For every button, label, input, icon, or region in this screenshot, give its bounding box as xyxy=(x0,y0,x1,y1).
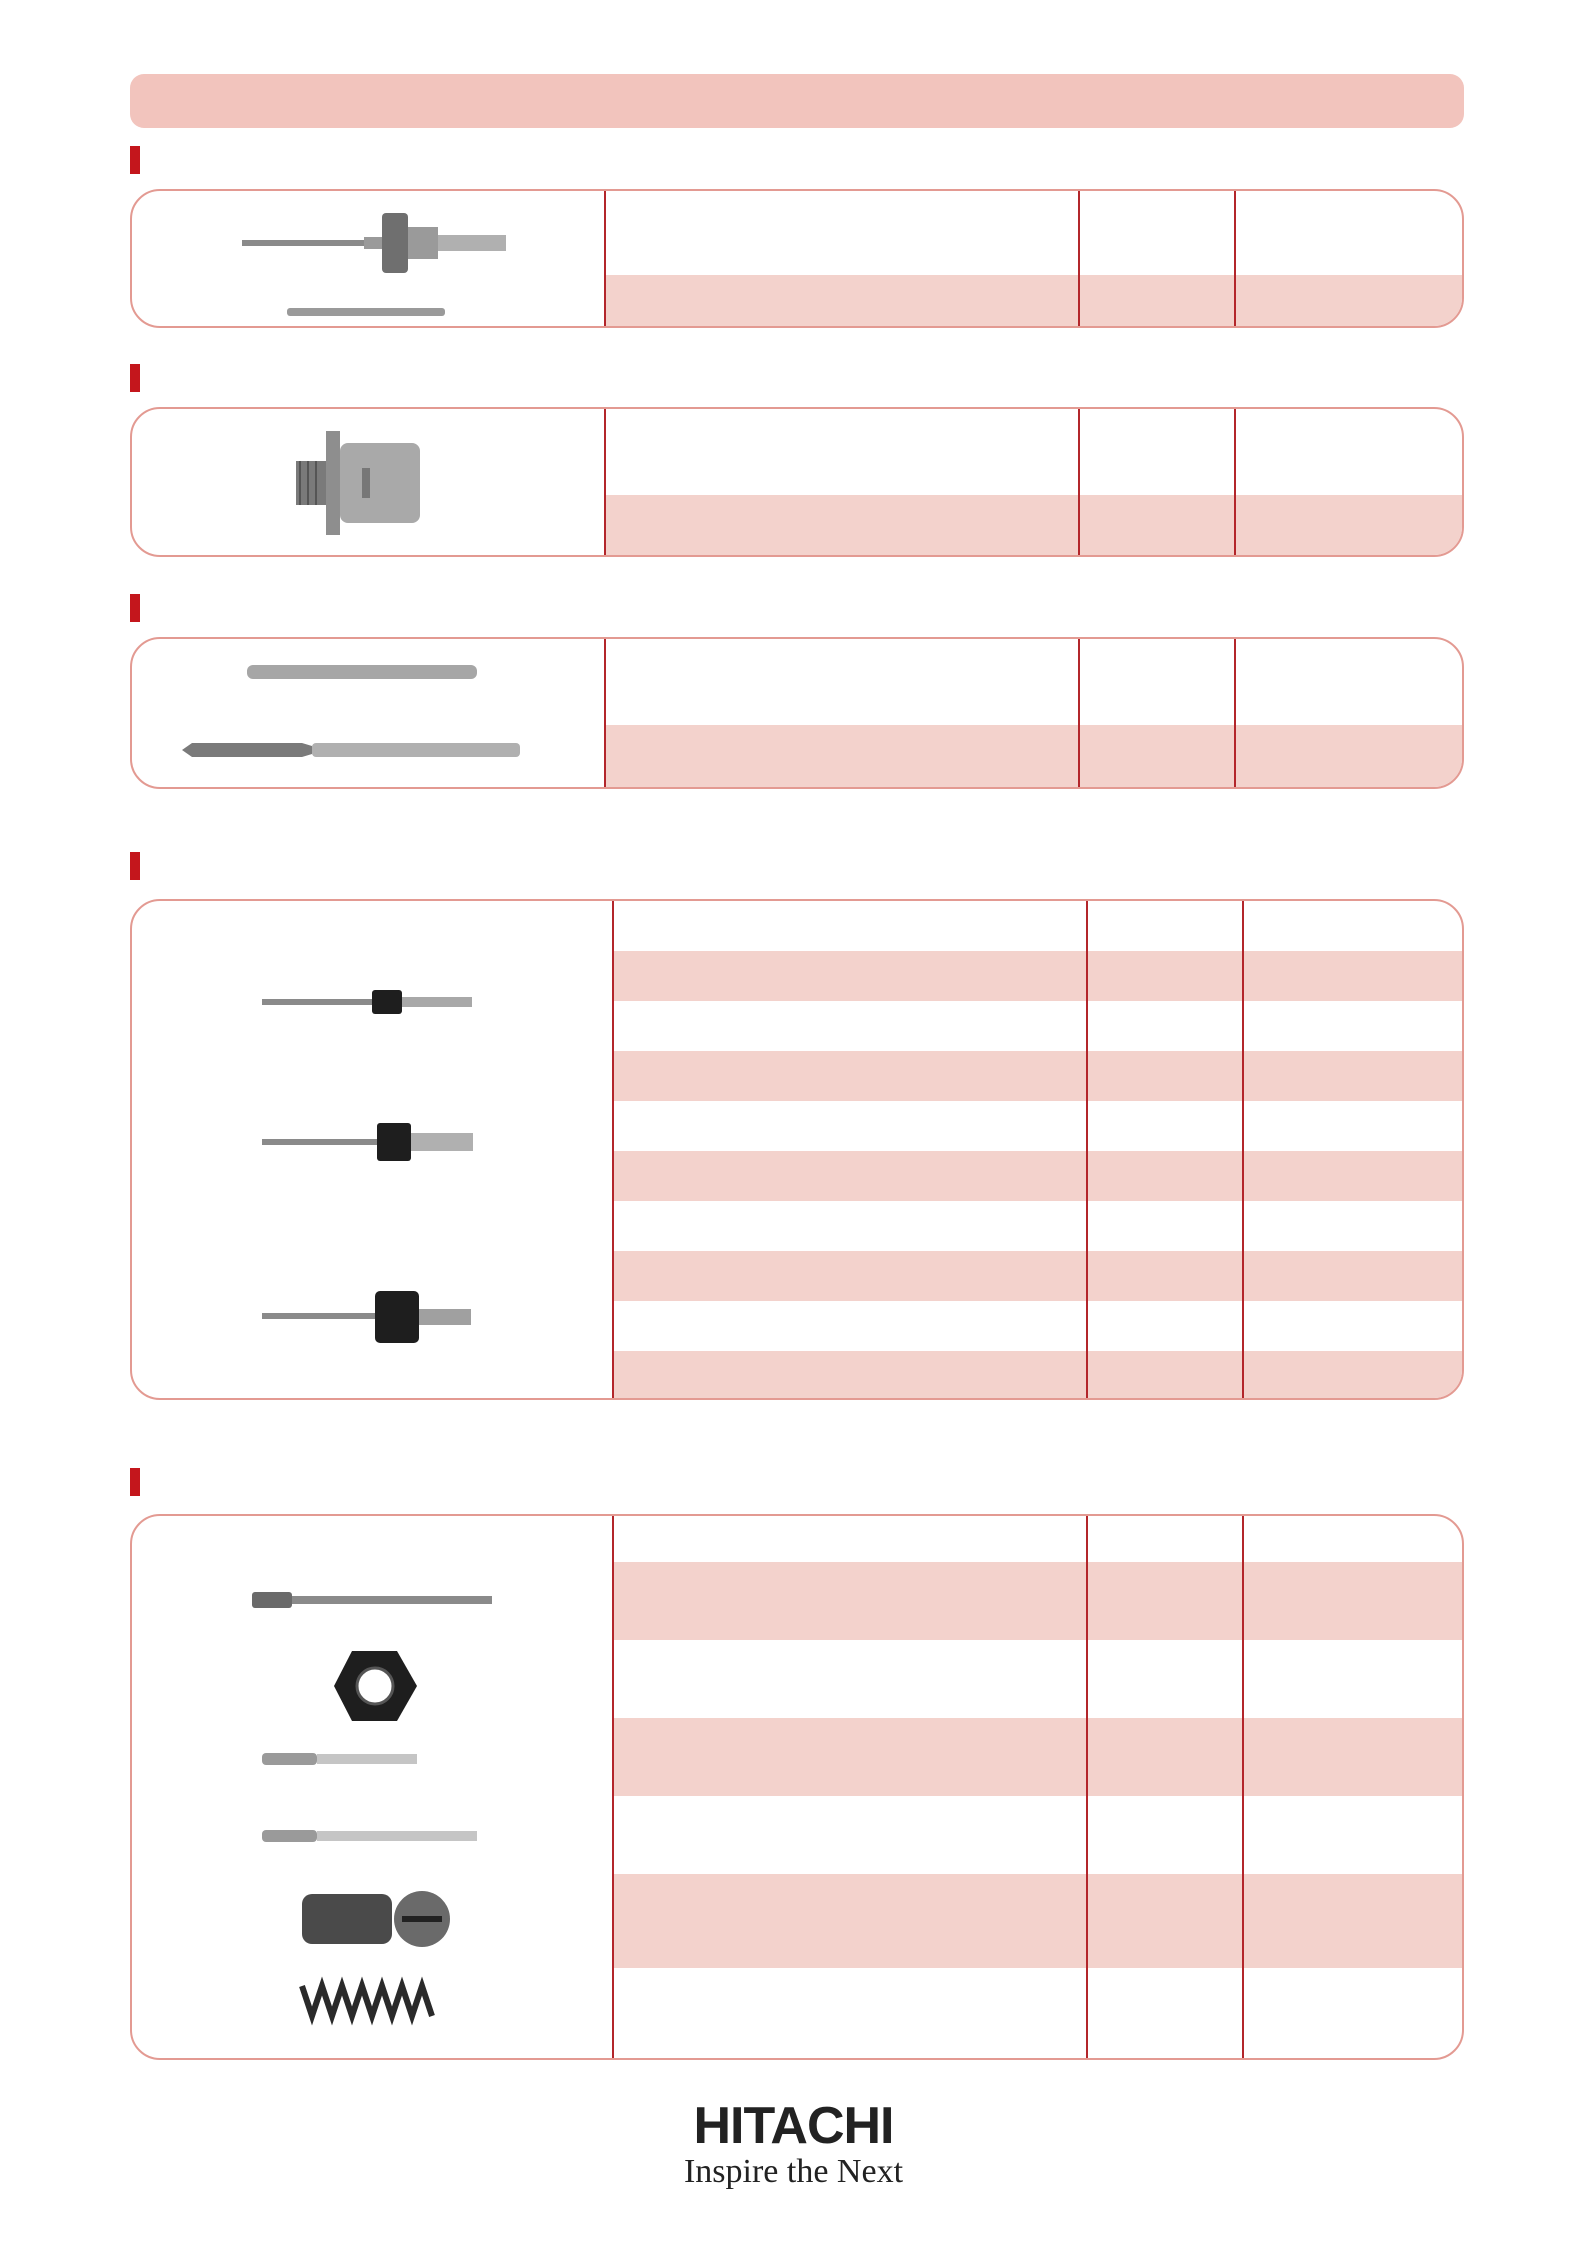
section-3-image-area xyxy=(132,639,604,787)
table-row xyxy=(612,1201,1462,1251)
table-row xyxy=(612,901,1462,951)
table-row xyxy=(612,1101,1462,1151)
table-row xyxy=(612,1251,1462,1301)
section-3-panel xyxy=(130,637,1464,789)
column-divider xyxy=(1086,1516,1088,2058)
table-row xyxy=(612,951,1462,1001)
section-1-image-area xyxy=(132,191,604,326)
cell xyxy=(1086,1796,1240,1874)
hex-arbor-image xyxy=(257,1109,507,1179)
table-row xyxy=(612,1301,1462,1351)
logo-tagline: Inspire the Next xyxy=(683,2153,904,2190)
cell xyxy=(1086,1151,1240,1201)
cell xyxy=(604,409,1076,495)
table-row xyxy=(612,1718,1462,1796)
column-divider xyxy=(612,901,614,1398)
header-bar xyxy=(130,74,1464,128)
cell xyxy=(1086,1640,1240,1718)
column-divider xyxy=(1242,901,1244,1398)
column-divider xyxy=(612,1516,614,2058)
table-row xyxy=(612,1051,1462,1101)
cell xyxy=(1234,725,1464,789)
section-1-panel xyxy=(130,189,1464,328)
section-3-table xyxy=(604,639,1462,787)
section-2-panel xyxy=(130,407,1464,557)
cell xyxy=(1086,901,1240,951)
cell xyxy=(1234,275,1464,328)
cell xyxy=(1242,1640,1464,1718)
cell xyxy=(612,1151,1084,1201)
cell xyxy=(604,725,1076,789)
cell xyxy=(612,1516,1084,1562)
cell xyxy=(1086,1351,1240,1400)
table-row xyxy=(612,1001,1462,1051)
table-row xyxy=(604,639,1462,725)
cell xyxy=(1242,1301,1464,1351)
cell xyxy=(1078,495,1232,557)
section-4-panel xyxy=(130,899,1464,1400)
large-arbor-image xyxy=(257,1281,507,1361)
column-divider xyxy=(1078,639,1080,787)
cell xyxy=(1242,1101,1464,1151)
table-row xyxy=(612,1640,1462,1718)
cell xyxy=(1242,1251,1464,1301)
long-pilot-drill-image xyxy=(257,1821,487,1851)
section-2-table xyxy=(604,409,1462,555)
cell xyxy=(1086,1874,1240,1968)
cell xyxy=(1086,1562,1240,1640)
column-divider xyxy=(1234,639,1236,787)
cell xyxy=(1234,495,1464,557)
cell xyxy=(1086,1001,1240,1051)
table-row xyxy=(612,1151,1462,1201)
cell xyxy=(1086,1201,1240,1251)
cell xyxy=(612,1001,1084,1051)
table-row xyxy=(604,191,1462,275)
section-4-table xyxy=(612,901,1462,1398)
threaded-adapter-image xyxy=(282,423,452,543)
set-screws-image xyxy=(292,1884,462,1954)
spring-image xyxy=(297,1976,447,2026)
cell xyxy=(1086,1968,1240,2060)
ejector-pin-and-drill-image xyxy=(182,659,552,769)
cell xyxy=(612,1874,1084,1968)
cell xyxy=(1242,1968,1464,2060)
cell xyxy=(1086,1051,1240,1101)
cell xyxy=(1242,951,1464,1001)
section-1-table xyxy=(604,191,1462,326)
cell xyxy=(1078,191,1232,275)
column-divider xyxy=(1078,409,1080,555)
cell xyxy=(1242,1001,1464,1051)
column-divider xyxy=(604,191,606,326)
cell xyxy=(1086,1251,1240,1301)
hitachi-logo xyxy=(0,2098,1587,2190)
column-divider xyxy=(604,409,606,555)
cell xyxy=(604,495,1076,557)
cell xyxy=(604,639,1076,725)
section-marker xyxy=(130,1468,140,1496)
short-pilot-drill-image xyxy=(257,1744,427,1774)
arbor-with-pilot-drill-image xyxy=(232,201,532,321)
section-marker xyxy=(130,146,140,174)
table-row xyxy=(612,1516,1462,1562)
cell xyxy=(612,1201,1084,1251)
cell xyxy=(1086,1301,1240,1351)
cell xyxy=(612,1251,1084,1301)
cell xyxy=(1242,1562,1464,1640)
cell xyxy=(1078,639,1232,725)
table-row xyxy=(604,409,1462,495)
cell xyxy=(1242,1201,1464,1251)
cell xyxy=(1242,1516,1464,1562)
section-5-panel xyxy=(130,1514,1464,2060)
table-row xyxy=(612,1874,1462,1968)
column-divider xyxy=(1086,901,1088,1398)
cell xyxy=(1078,409,1232,495)
cell xyxy=(1242,1351,1464,1400)
cell xyxy=(1242,1718,1464,1796)
cell xyxy=(612,1351,1084,1400)
cell xyxy=(612,1796,1084,1874)
cell xyxy=(612,1051,1084,1101)
cell xyxy=(1086,1516,1240,1562)
column-divider xyxy=(604,639,606,787)
column-divider xyxy=(1234,191,1236,326)
cell xyxy=(1078,725,1232,789)
cell xyxy=(612,1968,1084,2060)
table-row xyxy=(612,1562,1462,1640)
extension-bar-image xyxy=(247,1586,507,1616)
cell xyxy=(1086,951,1240,1001)
cell xyxy=(1086,1718,1240,1796)
cell xyxy=(612,951,1084,1001)
cell xyxy=(604,275,1076,328)
cell xyxy=(1242,901,1464,951)
section-5-table xyxy=(612,1516,1462,2058)
cell xyxy=(612,1718,1084,1796)
cell xyxy=(1242,1151,1464,1201)
cell xyxy=(1078,275,1232,328)
section-marker xyxy=(130,594,140,622)
cell xyxy=(612,1301,1084,1351)
cell xyxy=(604,191,1076,275)
table-row xyxy=(604,495,1462,557)
table-row xyxy=(604,275,1462,328)
table-row xyxy=(612,1351,1462,1400)
cell xyxy=(612,901,1084,951)
table-row xyxy=(612,1968,1462,2060)
cell xyxy=(612,1101,1084,1151)
table-row xyxy=(604,725,1462,789)
table-row xyxy=(612,1796,1462,1874)
section-2-image-area xyxy=(132,409,604,555)
column-divider xyxy=(1234,409,1236,555)
hex-nut-image xyxy=(332,1646,422,1726)
small-arbor-image xyxy=(257,976,507,1036)
section-4-image-area xyxy=(132,901,612,1398)
section-marker xyxy=(130,852,140,880)
cell xyxy=(1234,191,1464,275)
cell xyxy=(1242,1874,1464,1968)
cell xyxy=(1242,1796,1464,1874)
cell xyxy=(1242,1051,1464,1101)
column-divider xyxy=(1242,1516,1244,2058)
cell xyxy=(1086,1101,1240,1151)
cell xyxy=(1234,639,1464,725)
section-marker xyxy=(130,364,140,392)
cell xyxy=(612,1640,1084,1718)
logo-brand: HITACHI xyxy=(693,2097,894,2155)
column-divider xyxy=(1078,191,1080,326)
cell xyxy=(612,1562,1084,1640)
section-5-image-area xyxy=(132,1516,612,2058)
cell xyxy=(1234,409,1464,495)
